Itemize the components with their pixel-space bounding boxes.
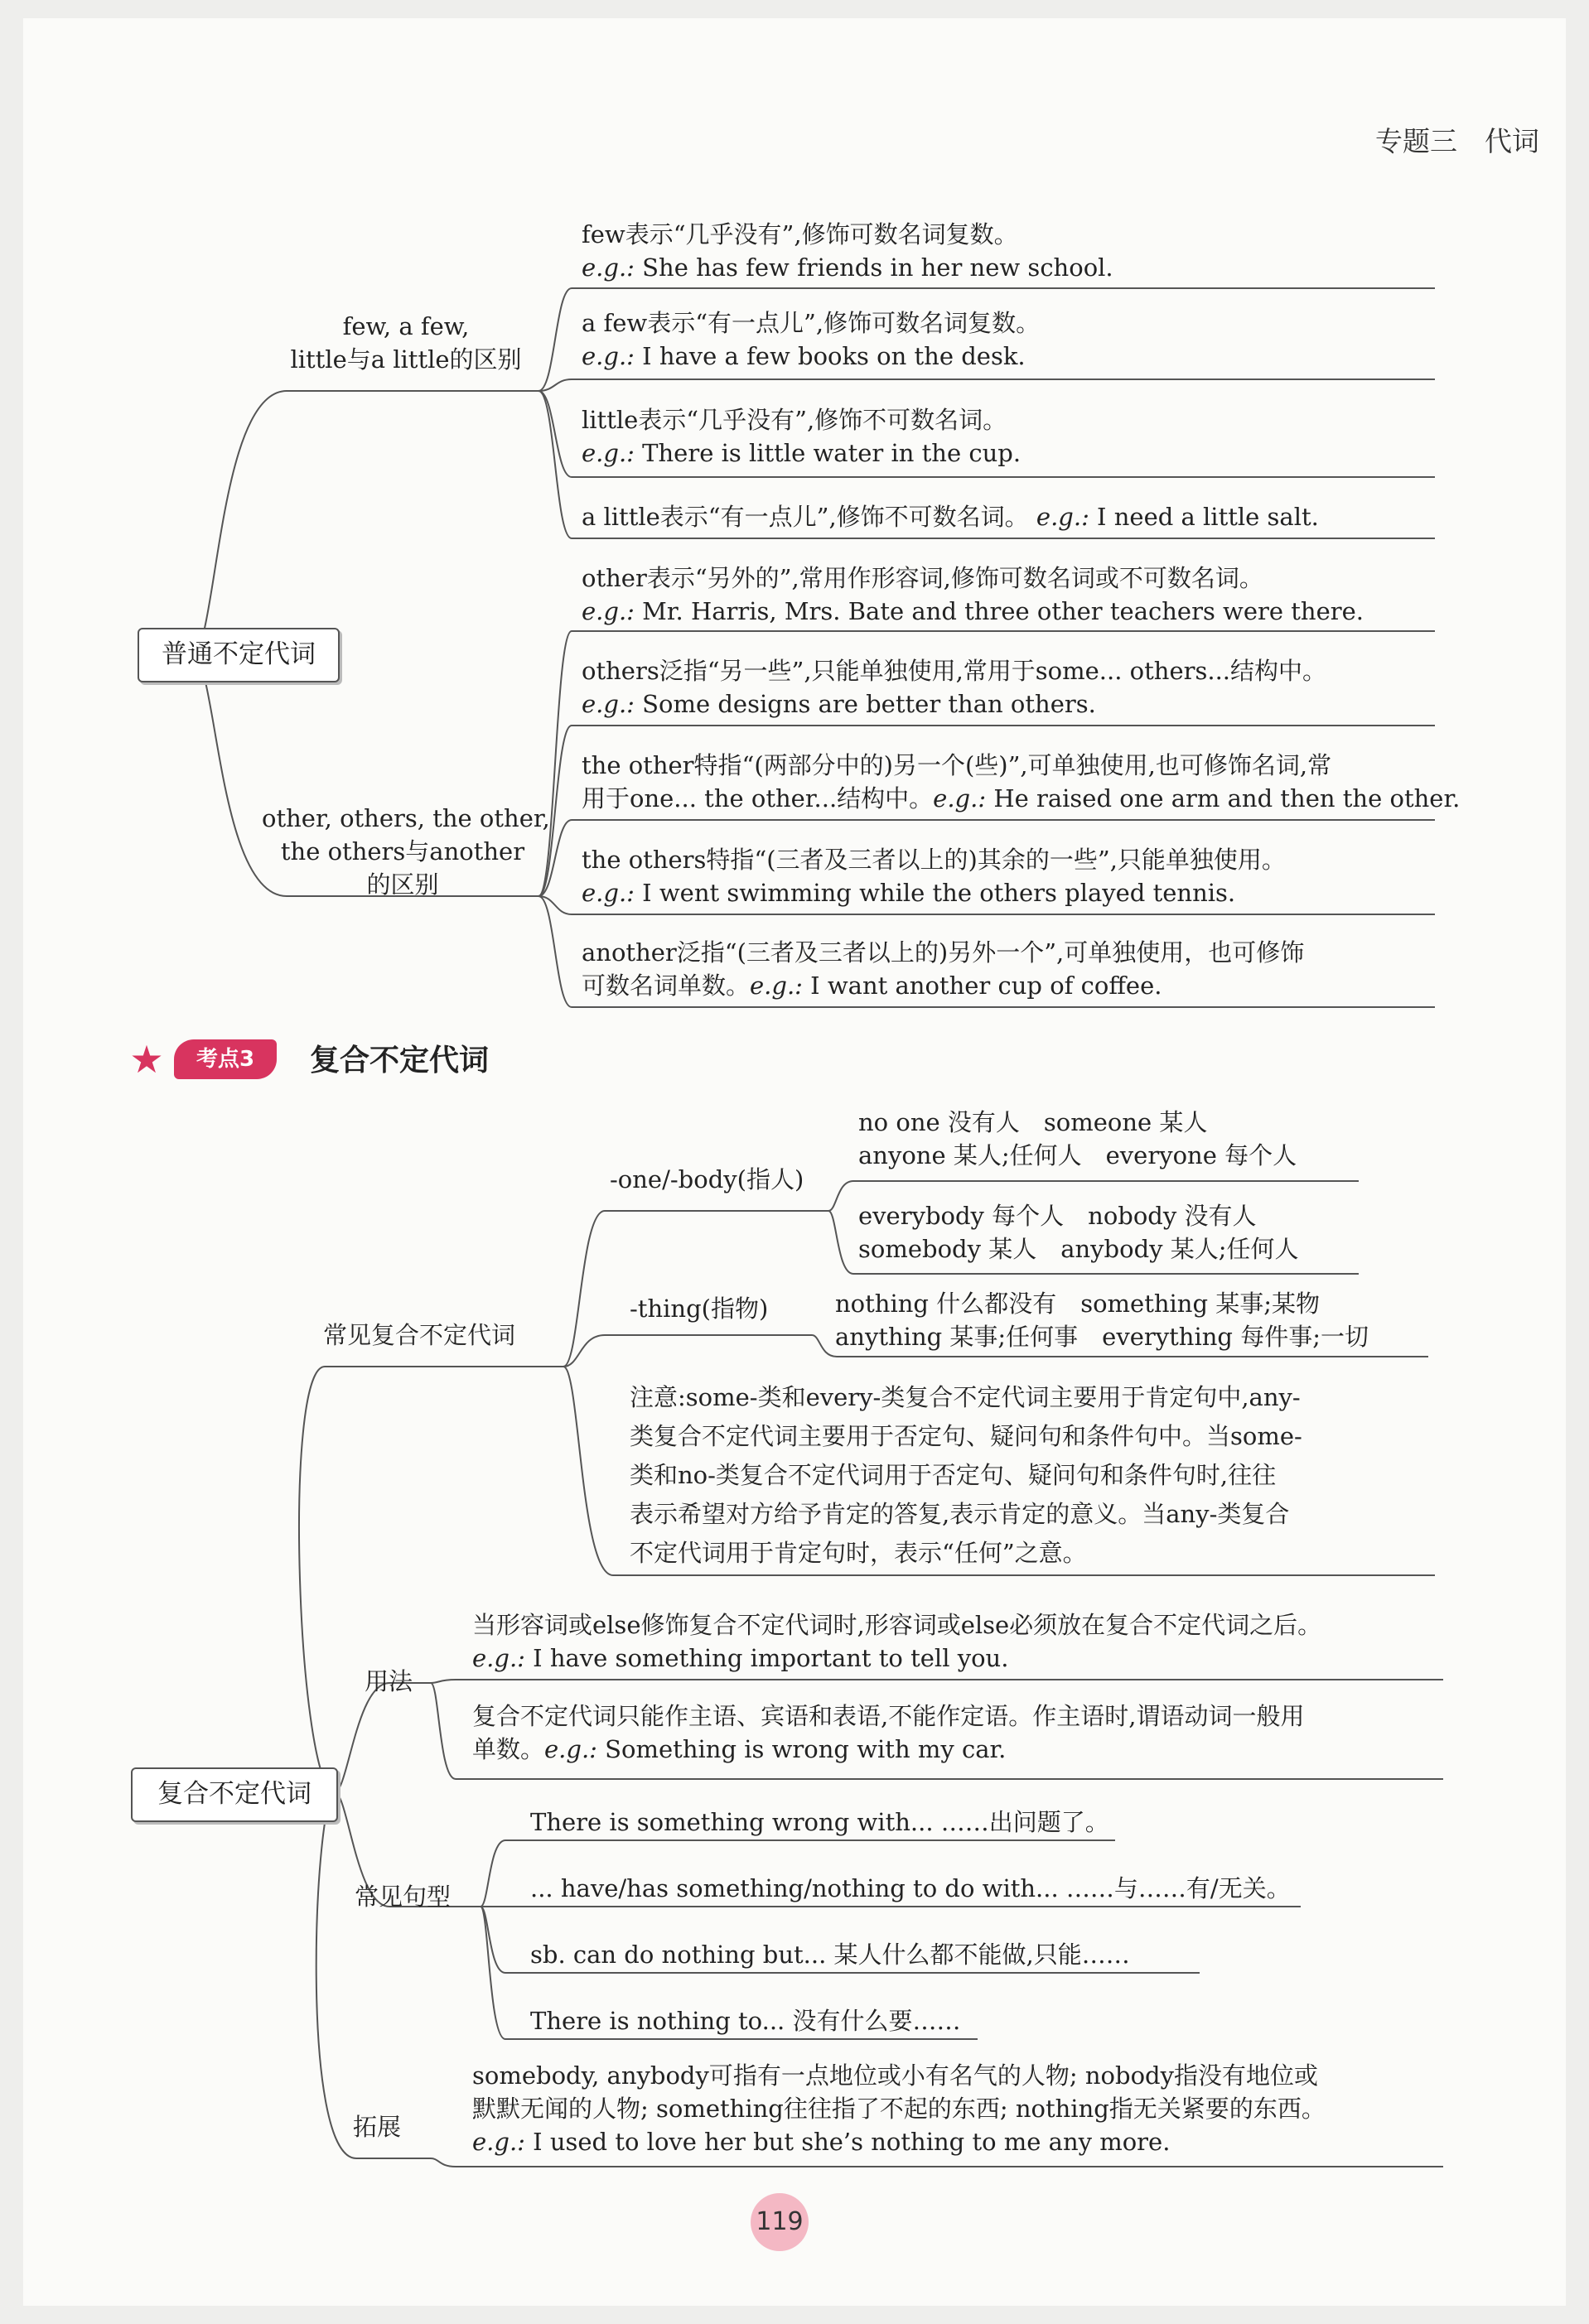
- section-tag: 考点3: [174, 1039, 277, 1079]
- connector: [431, 2158, 1443, 2167]
- branch-label-usage: 用法: [365, 1667, 413, 1695]
- root-node-compound-indefinite: 复合不定代词: [131, 1767, 338, 1822]
- section-title: 复合不定代词: [310, 1044, 490, 1078]
- branch-label-people: -one/-body(指人): [610, 1165, 804, 1193]
- branch-label-few-little: few, a few, little与a little的区别: [290, 312, 522, 374]
- list-item: everybody 每个人 nobody 没有人 somebody 某人 anybody 某人;任何人: [858, 1202, 1299, 1263]
- list-item: little表示“几乎没有”,修饰不可数名词。 e.g.: There is little water in the cup.: [582, 406, 1022, 467]
- connector: [192, 391, 539, 654]
- connector: [335, 1683, 431, 1792]
- page-number: 119: [751, 2193, 809, 2251]
- star-person-icon: ★: [129, 1037, 164, 1082]
- branch-label-common-compound: 常见复合不定代词: [323, 1321, 516, 1349]
- list-item: nothing 什么都没有 something 某事;某物 anything 某事;任何事 everything 每件事;一切: [835, 1290, 1369, 1351]
- list-item: 复合不定代词只能作主语、宾语和表语,不能作定语。作主语时,谓语动词一般用 单数。e.g.: Something is wrong with my car.: [472, 1702, 1305, 1763]
- connector: [431, 1680, 1443, 1683]
- note-block: 注意:some-类和every-类复合不定代词主要用于肯定句中,any- 类复合不定代词主要用于否定句、疑问句和条件句中。当some- 类和no-类复合不定代词用于否定句、疑问句和条件句时,往往 表示希望对方给予肯定的答复,表示肯定的意义。当any-类复合 不定代词用于肯定句时，表示“任何”之意。: [630, 1383, 1302, 1567]
- page-header: 专题三 代词: [1375, 125, 1539, 157]
- list-item: the other特指“(两部分中的)另一个(些)”,可单独使用,也可修饰名词,常 用于one... the other...结构中。e.g.: He raised one arm and then the other.: [582, 751, 1461, 812]
- list-item: There is something wrong with... ……出问题了。: [530, 1808, 1109, 1836]
- branch-label-extension: 拓展: [353, 2113, 402, 2141]
- list-item: other表示“另外的”,常用作形容词,修饰可数名词或不可数名词。 e.g.: Mr. Harris, Mrs. Bate and three other teachers were there.: [582, 564, 1364, 625]
- list-item: There is nothing to... 没有什么要……: [530, 2007, 961, 2035]
- list-item: a few表示“有一点儿”,修饰可数名词复数。 e.g.: I have a few books on the desk.: [582, 309, 1041, 370]
- branch-label-patterns: 常见句型: [355, 1883, 452, 1911]
- list-item: somebody, anybody可指有一点地位或小有名气的人物; nobody指没有地位或 默默无闻的人物; something往往指了不起的东西; nothing指无关紧要的东西。 e.g.: I used to love her but she’s nothing to me any more.: [472, 2061, 1326, 2156]
- list-item: a little表示“有一点儿”,修饰不可数名词。 e.g.: I need a little salt.: [582, 503, 1319, 531]
- connector: [563, 1335, 812, 1367]
- list-item: 当形容词或else修饰复合不定代词时,形容词或else必须放在复合不定代词之后。 e.g.: I have something important to tell you.: [472, 1611, 1322, 1672]
- list-item: no one 没有人 someone 某人 anyone 某人;任何人 everyone 每个人: [858, 1108, 1297, 1169]
- branch-label-other-another: other, others, the other, the others与another 的区别: [262, 804, 550, 899]
- list-item: another泛指“(三者及三者以上的)另外一个”,可单独使用，也可修饰 可数名词单数。e.g.: I want another cup of coffee.: [582, 938, 1305, 1000]
- connector: [316, 1792, 431, 2158]
- root-node-common-indefinite: 普通不定代词: [138, 628, 340, 682]
- branch-label-things: -thing(指物): [630, 1295, 769, 1323]
- list-item: few表示“几乎没有”,修饰可数名词复数。 e.g.: She has few friends in her new school.: [582, 220, 1113, 282]
- list-item: ... have/has something/nothing to do with... ……与……有/无关。: [530, 1874, 1291, 1902]
- connector: [563, 1211, 828, 1367]
- list-item: the others特指“(三者及三者以上的)其余的一些”,只能单独使用。 e.g.: I went swimming while the others played tennis.: [582, 846, 1286, 907]
- connector: [539, 379, 1435, 391]
- list-item: others泛指“另一些”,只能单独使用,常用于some... others...结构中。 e.g.: Some designs are better than others.: [582, 657, 1327, 718]
- list-item: sb. can do nothing but... 某人什么都不能做,只能……: [530, 1941, 1130, 1969]
